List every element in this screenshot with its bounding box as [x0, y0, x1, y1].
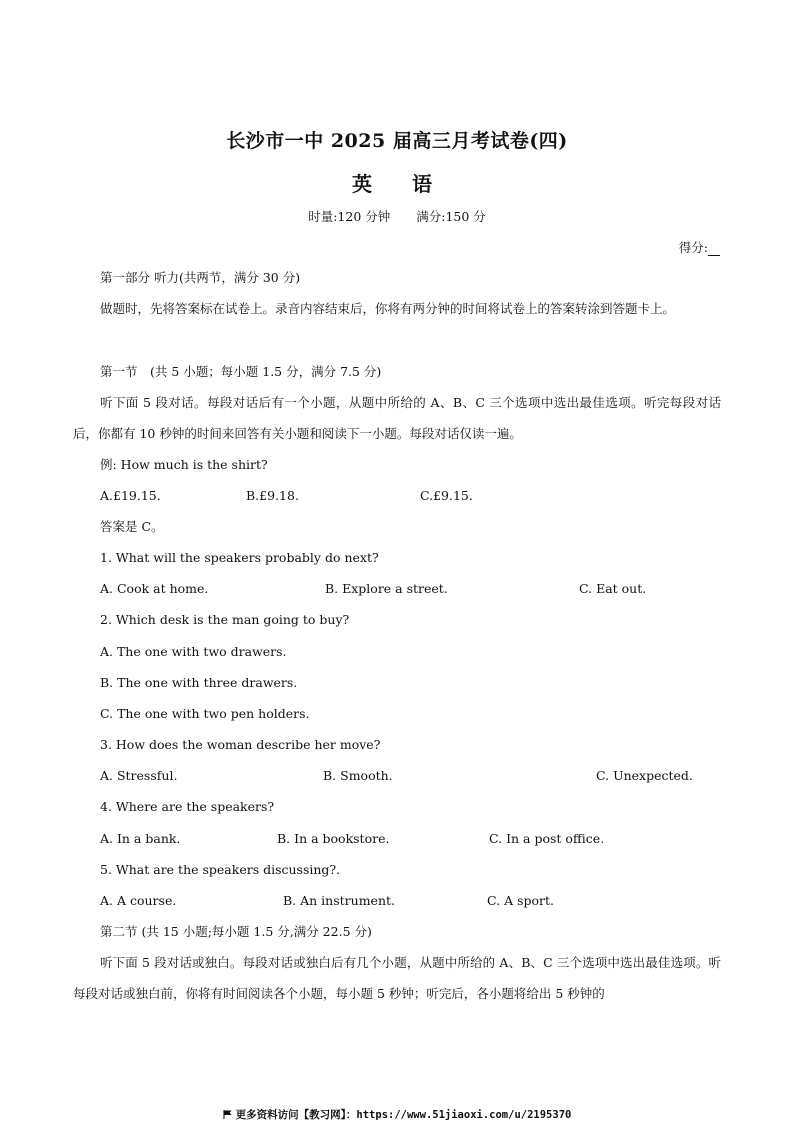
full-score: 满分:150 分 [416, 209, 486, 224]
example-question: 例: How much is the shirt? [100, 457, 268, 472]
score-blank [708, 243, 720, 256]
part1-instructions: 做题时，先将答案标在试卷上。录音内容结束后，你将有两分钟的时间将试卷上的答案转涂到答题卡上。 [100, 301, 676, 316]
example-answer: 答案是 C。 [100, 519, 164, 534]
section1-heading: 第一节 (共 5 小题；每小题 1.5 分，满分 7.5 分) [100, 364, 382, 379]
question-3: 3. How does the woman describe her move? [100, 737, 381, 752]
question-2-option-a: A. The one with two drawers. [100, 644, 287, 659]
question-4-option-c: C. In a post office. [489, 831, 605, 846]
question-1: 1. What will the speakers probably do next? [100, 550, 379, 565]
section1-instructions: 听下面 5 段对话。每段对话后有一个小题，从题中所给的 A、B、C 三个选项中选出最佳选项。听完每段对话后，你都有 10 秒钟的时间来回答有关小题和阅读下一小题。每段对话仅读一遍。 [73, 395, 721, 441]
flag-icon [223, 1110, 232, 1119]
score-label: 得分: [678, 240, 708, 255]
question-1-option-b: B. Explore a street. [325, 581, 448, 596]
question-4-option-b: B. In a bookstore. [277, 831, 390, 846]
time-limit: 时量:120 分钟 [308, 209, 391, 224]
footer-link[interactable] [0, 1107, 794, 1122]
question-4-option-a: A. In a bank. [100, 831, 181, 846]
part1-heading: 第一部分 听力(共两节，满分 30 分) [100, 270, 301, 285]
score-field [679, 238, 720, 256]
question-1-option-c: C. Eat out. [579, 581, 647, 596]
example-option-b: B.£9.18. [246, 488, 299, 503]
question-5-option-a: A. A course. [100, 893, 177, 908]
page-title: 长沙市一中 2025 届高三月考试卷(四) [226, 130, 568, 152]
example-option-a: A.£19.15. [100, 488, 161, 503]
subject-title: 英 语 [352, 172, 442, 196]
question-5: 5. What are the speakers discussing?. [100, 862, 341, 877]
question-3-option-b: B. Smooth. [323, 768, 393, 783]
footer-text[interactable]: 更多资料访问【教习网】：https://www.51jiaoxi.com/u/2195370 [235, 1109, 572, 1121]
section2-instructions: 听下面 5 段对话或独白。每段对话或独白后有几个小题，从题中所给的 A、B、C 三个选项中选出最佳选项。听每段对话或独白前，你将有时间阅读各个小题，每小题 5 秒钟；听完后，各小题将给出 5 秒钟的 [73, 955, 721, 1001]
question-4: 4. Where are the speakers? [100, 799, 275, 814]
question-1-option-a: A. Cook at home. [100, 581, 209, 596]
question-5-option-c: C. A sport. [487, 893, 554, 908]
question-5-option-b: B. An instrument. [283, 893, 395, 908]
example-option-c: C.£9.15. [420, 488, 473, 503]
question-3-option-c: C. Unexpected. [596, 768, 693, 783]
question-2: 2. Which desk is the man going to buy? [100, 612, 350, 627]
question-2-option-c: C. The one with two pen holders. [100, 706, 310, 721]
question-3-option-a: A. Stressful. [100, 768, 178, 783]
section2-heading: 第二节 (共 15 小题;每小题 1.5 分,满分 22.5 分) [100, 924, 372, 939]
exam-meta [0, 207, 794, 225]
question-2-option-b: B. The one with three drawers. [100, 675, 298, 690]
